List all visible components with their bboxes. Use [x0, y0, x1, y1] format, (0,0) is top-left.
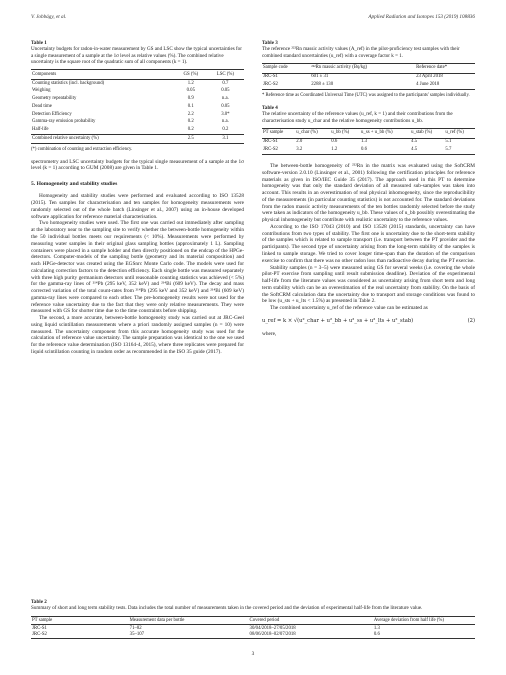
- table2-header: Covered period: [249, 617, 280, 623]
- table1-header: Components: [32, 71, 57, 77]
- table-cell: 5.7: [445, 147, 452, 153]
- paragraph: According to the ISO 17043 (2010) and ISO 13528 (2015) standards, uncertainty can have contributions from two types of stability. The first one is uncertainty due to the short-term stability of the samples which is related to sample transport (i.e. transport between the PT provider and the participants). The second type of uncertainty arising from the long-term stability of the samples is linked to sample storage. We tried to cover longer time-span than the duration of the comparison exercise to confirm that there was no other radon loss than radioactive decay during the PT exercise.: [262, 223, 475, 264]
- table1-footnote: (*) combination of counting and extraction efficiency.: [31, 146, 133, 152]
- paragraph: The between-bottle homogeneity of ²²²Rn in the matrix was evaluated using the SoftCRM software-version 2.0.10 (Linsinger et al., 2001) following the certification principles for reference materials as given in ISO/IEC Guide 35 (2017). The approach used in this PT to determine homogeneity was that only the standard deviation of all measured sub-samples was taken into account. This results in an overestimation of real physical inhomogeneity, since the reproducibility of the measurements (in particular counting statistics) is not accounted for. The standard deviations from the radon massic activity measurements of the ten bottles randomly selected before the study were taken as indicators of the homogeneity u_bb. These values of u_bb possibly overestimating the physical inhomogeneity but contribute with realistic uncertainty to the reference values.: [262, 163, 475, 224]
- table-cell: 0.05: [186, 88, 195, 94]
- table4-header: u_ref (%): [445, 130, 464, 136]
- table1-caption: [31, 40, 244, 65]
- table-cell: 1.2: [331, 147, 338, 153]
- table-cell: 2288 ± 130: [311, 82, 334, 88]
- table-cell: 08/06/2018–02/07/2018: [249, 632, 296, 638]
- table-cell: 5.1: [445, 139, 452, 145]
- table4-header: u_ss + u_bb (%): [361, 130, 393, 136]
- table-cell: 0.05: [221, 103, 230, 109]
- table-row: [31, 119, 244, 127]
- table2-block: [31, 599, 475, 639]
- running-header-journal[interactable]: Applied Radiation and Isotopes 153 (2019) 108836: [368, 14, 475, 20]
- table-cell: 35–107: [129, 632, 145, 638]
- table-cell: JRC-S1: [32, 625, 47, 631]
- table1: [31, 69, 244, 143]
- paragraph: Stability samples (n = 3–5) were measured using GS for several weeks (i.e. covering the whole pilot-PT exercise from sampling until result submission deadline). Deviation of the experimental half-life from the literature values was considered as uncertainty arising from short term and long term stability which can be an overestimation of the real uncertainty from stability. On the basis of the SoftCRM calculation data the uncertainty due to transport and storage conditions was found to be low (u_sts + u_lts < 1.5%) as presented in Table 2.: [262, 264, 475, 305]
- table-cell: 1.2: [187, 80, 194, 86]
- page-number: 3: [251, 651, 255, 657]
- table3-header: ²²²Rn massic activity (Bq/kg): [311, 65, 368, 71]
- table-row: [262, 81, 475, 89]
- table-cell: 0.7: [222, 80, 229, 86]
- table2-header: Measurement data per bottle: [129, 617, 185, 623]
- paragraph: where,: [262, 330, 277, 337]
- table-cell: 23 April 2018: [416, 74, 443, 80]
- table-cell: 30/04/2018–27/05/2018: [249, 625, 296, 631]
- table2: [31, 616, 475, 640]
- section-heading: 5. Homogeneity and stability studies: [31, 181, 118, 188]
- table-cell: 0.2: [222, 127, 229, 133]
- table-cell: Counting statistics (incl. background): [32, 80, 105, 86]
- table-cell: 0.2: [187, 119, 194, 125]
- table-cell: Gamma-ray emission probability: [32, 119, 96, 125]
- table-cell: 3.1: [222, 135, 229, 141]
- table1-label: Table 1: [31, 40, 47, 46]
- table1-header: LSC (%): [216, 71, 234, 77]
- paragraph: The combined uncertainty u_ref of the reference value can be estimated as: [270, 305, 428, 312]
- table-row: [31, 126, 244, 134]
- table-cell: JRC-S1: [263, 139, 278, 145]
- table-cell: n.a.: [221, 119, 229, 125]
- table-total-row: [31, 134, 244, 143]
- table4-caption-text: The relative uncertainty of the reference values (u_ref, k = 1) and their contributions from the characterisation study u_char and the relative homogeneity contributions u_bb.: [262, 111, 453, 124]
- table2-header: Average deviation from half life (%): [373, 617, 444, 623]
- table-row: [31, 88, 244, 96]
- table4-header: PT sample: [263, 130, 284, 136]
- table-cell: 2.5: [187, 135, 194, 141]
- table-row: [31, 632, 475, 639]
- table-row: [31, 79, 244, 87]
- table-cell: Detection Efficiency: [32, 111, 72, 117]
- table3: [262, 63, 475, 90]
- equation-body: u_ref = k × √(u²_char + u²_bb + u²_ss + u²_lts + u²_stab): [262, 317, 414, 324]
- table3-footnote: * Reference time as Coordinated Universal Time (UTC) was assigned to the participants' samples individually.: [262, 93, 470, 99]
- table-cell: JRC-S1: [263, 74, 278, 80]
- table4-header: u_char (%): [296, 130, 318, 136]
- table-cell: n.a.: [221, 96, 229, 102]
- table2-caption-text: Summary of short and long term stability tests. Data includes the total number of measurements taken in the covered period and the deviation of experimental half-life from the literature value.: [31, 605, 423, 612]
- table-cell: Combined relative uncertainty (%): [32, 135, 99, 141]
- table2-header: PT sample: [32, 617, 53, 623]
- table4-label: Table 4: [262, 105, 278, 112]
- table1-header: GS (%): [183, 71, 199, 77]
- table-row: [262, 138, 475, 146]
- equation: [262, 318, 475, 325]
- table-cell: JRC-S2: [263, 82, 278, 88]
- paragraph: spectrometry and LSC uncertainty budgets for the typical single measurement of a sample at the 1σ level (k = 1) according to GUM (2008) are given in Table 1.: [31, 158, 244, 172]
- table3-label: Table 3: [262, 40, 278, 46]
- table-cell: JRC-S2: [263, 147, 278, 153]
- table4: [262, 128, 475, 155]
- table-cell: Dead time: [32, 103, 52, 109]
- table-cell: 3.2: [296, 147, 303, 153]
- table-cell: 0.6: [331, 139, 338, 145]
- table-row: [262, 73, 475, 81]
- table4-header: u_bb (%): [331, 130, 350, 136]
- table-cell: 0.1: [187, 103, 194, 109]
- table3-header: Reference date*: [416, 65, 448, 71]
- table-row: [31, 625, 475, 632]
- table-cell: Geometry repeatability: [32, 96, 77, 102]
- paragraph: The second, a more accurate, between-bottle homogeneity study was carried out at JRC-Geel using liquid scintillation measurements where a priori randomly assigned samples (n = 10) were measured. The uncertainty component from this accurate homogeneity study was used for the calculation of reference value uncertainty. The sample preparation was identical to the one we used for the reference value determination (ISO 13164-4, 2015), where three replicates were prepared for liquid scintillation counting in random order as recommended in the ISO 35 guide (2017).: [31, 315, 244, 355]
- table-cell: 4.5: [411, 147, 418, 153]
- table-cell: 2.2: [187, 111, 194, 117]
- table3-caption: [262, 40, 475, 59]
- table-cell: 0.2: [187, 127, 194, 133]
- equation-number: (2): [467, 317, 475, 324]
- table-cell: 1.3: [373, 625, 380, 631]
- table-cell: JRC-S2: [32, 632, 47, 638]
- table-cell: Half-life: [32, 127, 49, 133]
- table-cell: 71–82: [129, 625, 142, 631]
- table3-header: Sample code: [263, 65, 288, 71]
- table-row: [31, 111, 244, 119]
- table-cell: 0.05: [221, 88, 230, 94]
- table-cell: 1.3: [361, 139, 368, 145]
- table-cell: 4 June 2018: [416, 82, 440, 88]
- table-cell: 3.0*: [221, 111, 230, 117]
- table-cell: 2.0: [296, 139, 303, 145]
- table-cell: 0.9: [187, 96, 194, 102]
- table4-header: u_stab (%): [411, 130, 433, 136]
- table4-caption: [262, 105, 475, 124]
- table-cell: 0.6: [373, 632, 380, 638]
- table1-caption-text: Uncertainty budgets for radon-in-water measurement by GS and LSC show the typical uncertainties for a single measurement of a sample at the 1σ level as relative values (%). The combined relative uncertainty is the square root of the quadratic sum of all components (k = 1).: [31, 46, 242, 66]
- table-cell: 4.5: [411, 139, 418, 145]
- table2-caption: [31, 599, 475, 612]
- table-cell: 601 ± 31: [311, 74, 329, 80]
- table-row: [262, 146, 475, 154]
- left-column: [31, 40, 244, 356]
- table-row: [31, 103, 244, 111]
- table-cell: 0.6: [361, 147, 368, 153]
- table-cell: Weighing: [32, 88, 51, 94]
- paragraph: Homogeneity and stability studies were performed and evaluated according to ISO 13528 (2015). Ten samples for characterisation and ten samples for homogeneity measurements were randomly selected out of the whole batch (Linsinger et al., 2007) using an in-house developed software application for reference material characterisation.: [31, 193, 244, 220]
- table3-caption-text: The reference ²²²Rn massic activity values (A_ref) in the pilot-proficiency test samples with their combined standard uncertainties (u_ref) with a coverage factor k = 1.: [262, 46, 460, 59]
- running-header-authors: V. Jobbágy, et al.: [31, 14, 67, 20]
- table-row: [31, 95, 244, 103]
- right-column: [262, 40, 475, 337]
- table2-label: Table 2: [31, 599, 47, 605]
- paragraph: Two homogeneity studies were used. The first one was carried out immediately after sampling at the laboratory near to the sampling site to verify whether the between-bottle homogeneity within the 50 individual bottles meets our requirements (< 10%). Measurements were performed by measuring water samples in their original glass sampling bottles (approximately 1 L). Sampling containers were placed in a sample holder and then directly positioned on the endcap of the HPGe-detectors. Computer-models of the sampling bottle (geometry and its material composition) and each HPGe-detector was created using the EGSnrc Monte Carlo code. The models were used for calculating correction factors to the detection efficiency. Each single bottle was measured separately with three high purity germanium detectors until reasonable counting statistics was achieved (< 5%) for the gamma-ray lines of ²¹⁴Pb (295 keV, 352 keV) and ²¹⁴Bi (609 keV). The decay and mass corrected variation of the total count-rates from ²¹⁴Pb (295 keV and 352 keV) and ²¹⁴Bi (609 keV) gamma-ray lines were compared to each other. The pre-homogeneity results were not used for the reference value uncertainty due to the fact that they were only relative measurements. They were measured with GS for shorter time due to the time constraints before shipping.: [31, 220, 244, 315]
